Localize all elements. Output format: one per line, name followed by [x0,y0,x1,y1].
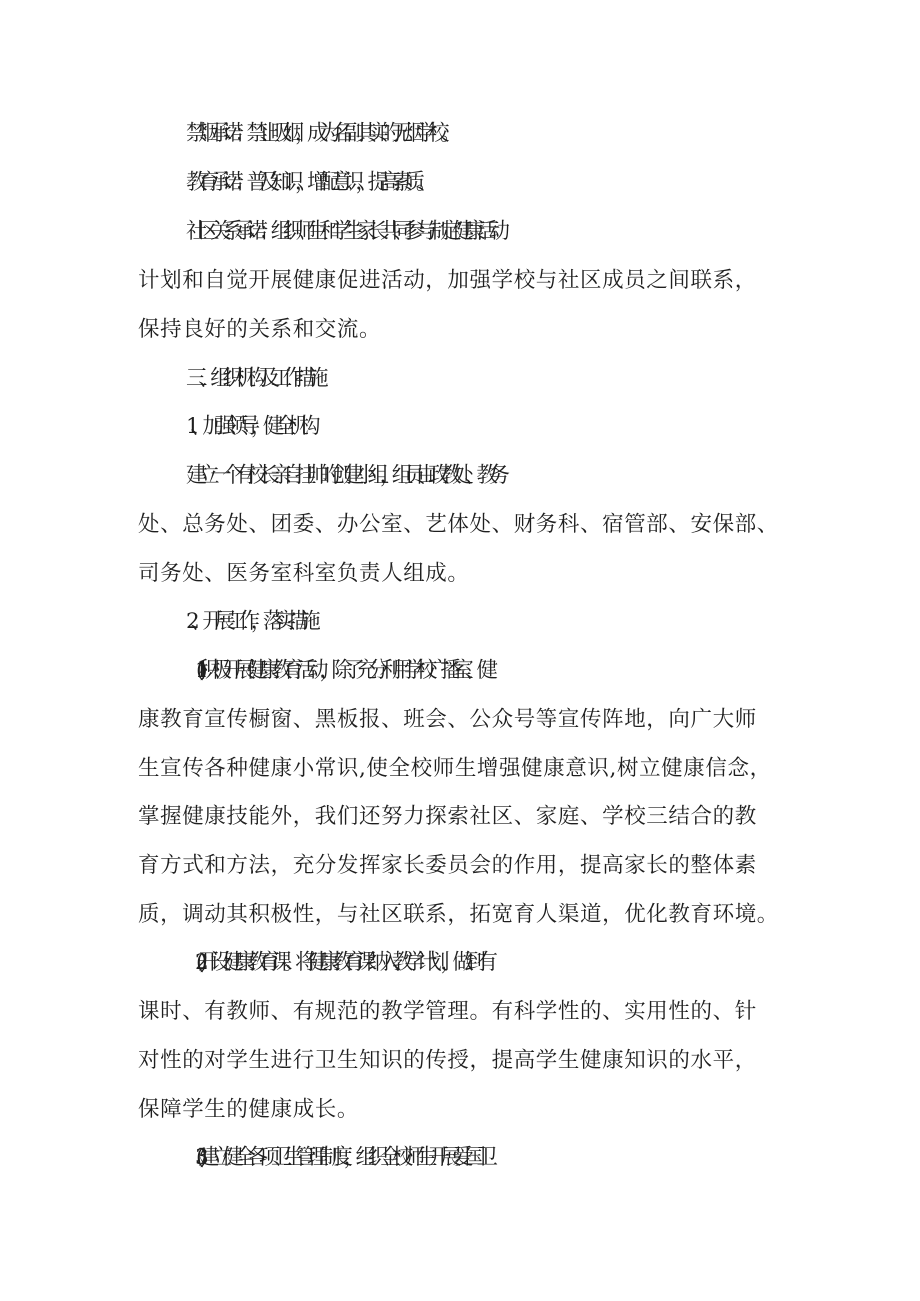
text-line: 育方式和方法，充分发挥家长委员会的作用，提高家长的整体素 [138,853,757,878]
text-line: 禁烟承诺：禁止吸烟，成为名副其实的无烟学校。 [186,121,453,146]
text-line: (1)积极开展健康教育活动，除了充分利用学校广播室、健 [196,658,489,683]
text-line: (2)开设健康教育课。将健康教育课纳入教学计划，做到有 [196,950,489,975]
text-line: 社区关系承诺：组织师生和学生家长共同参与制定健康活动 [186,219,501,244]
text-line: 康教育宣传橱窗、黑板报、班会、公众号等宣传阵地，向广大师 [138,707,757,732]
text-line: 课时、有教师、有规范的教学管理。有科学性的、实用性的、针 [138,999,757,1024]
text-line: 教育承诺：普及知识，增配意识，提高素质。 [186,170,429,195]
text-line: 保障学生的健康成长。 [138,1097,360,1122]
text-line: 对性的对学生进行卫生知识的传授，提高学生健康知识的水平， [138,1048,757,1073]
text-line: 保持良好的关系和交流。 [138,317,382,342]
text-line: 处、总务处、团委、办公室、艺体处、财务科、宿管部、安保部、 [138,512,779,537]
text-line: 质，调动其积极性，与社区联系，拓宽育人渠道，优化教育环境。 [138,902,779,927]
text-line: 建立一个有校长亲自挂帅的创建小组，组员由政教处、教务 [186,463,501,488]
subsection-heading: 2、开展工作，落实措施 [186,609,312,634]
text-line: 掌握健康技能外，我们还努力探索社区、家庭、学校三结合的教 [138,804,757,829]
text-line: (3)建立健全各项卫生管理制度，组织全校师生开展爱国卫 [196,1145,489,1170]
text-line: 司务处、医务室科室负责人组成。 [138,561,470,586]
text-line: 生宣传各种健康小常识,使全校师生增强健康意识,树立健康信念， [138,756,772,781]
text-line: 计划和自觉开展健康促进活动，加强学校与社区成员之间联系， [138,268,757,293]
section-heading: 三、组织机构及工作措施 [186,366,320,391]
subsection-heading: 1、加强领导，健全机构 [186,414,312,439]
